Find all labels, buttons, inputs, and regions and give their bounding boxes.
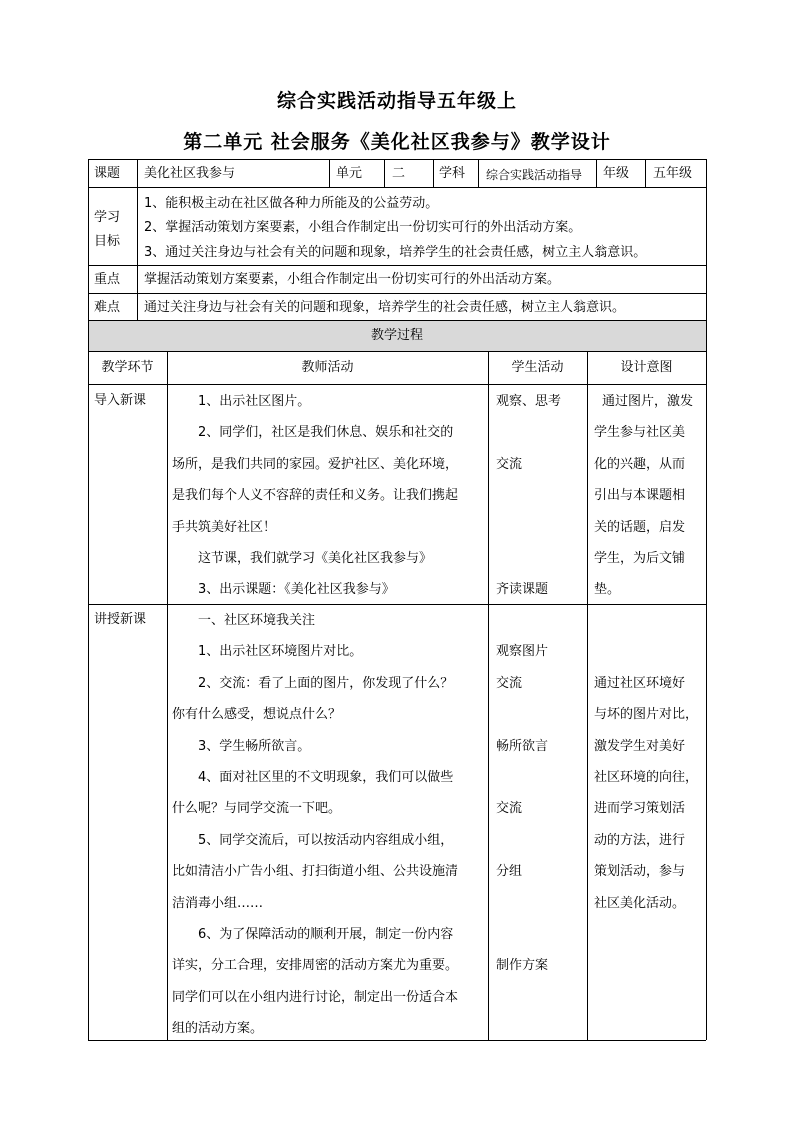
student-line bbox=[496, 982, 548, 1013]
topic-label: 课题 bbox=[94, 166, 121, 181]
table-line bbox=[384, 159, 385, 187]
teach-stage: 讲授新课 bbox=[94, 612, 147, 627]
student-line bbox=[496, 1013, 548, 1044]
intent-line: 学生参与社区美 bbox=[594, 425, 686, 441]
intent-line bbox=[594, 919, 698, 950]
teacher-line: 一、社区环境我关注 bbox=[172, 613, 316, 628]
student-line: 观察图片 bbox=[496, 644, 549, 660]
subject-value: 综合实践活动指导 bbox=[486, 168, 583, 182]
table-line bbox=[478, 159, 479, 187]
teacher-line: 手共筑美好社区！ bbox=[172, 519, 277, 535]
table-line bbox=[137, 187, 138, 320]
objectives-label-line1: 学习 bbox=[94, 210, 121, 225]
intro-teacher-activity bbox=[172, 386, 458, 606]
intent-line bbox=[594, 636, 698, 667]
student-line: 交流 bbox=[496, 801, 523, 817]
subject-label: 学科 bbox=[439, 166, 466, 181]
grade-label: 年级 bbox=[603, 166, 630, 181]
document-subtitle: 第二单元 社会服务《美化社区我参与》教学设计 bbox=[183, 131, 611, 153]
table-line bbox=[88, 187, 706, 188]
key-point-text: 掌握活动策划方案要素，小组合作制定出一份切实可行的外出活动方案。 bbox=[144, 272, 561, 287]
student-line bbox=[496, 543, 561, 574]
teacher-line: 组的活动方案。 bbox=[172, 1021, 264, 1037]
unit-label: 单元 bbox=[336, 166, 363, 181]
grade-value: 五年级 bbox=[653, 166, 693, 181]
objective-item: 3、通过关注身边与社会有关的问题和现象，培养学生的社会责任感，树立主人翁意识。 bbox=[144, 245, 647, 260]
intro-student-activity bbox=[496, 386, 561, 606]
student-line bbox=[496, 605, 548, 636]
table-line bbox=[645, 159, 646, 187]
table-line bbox=[88, 265, 706, 266]
table-line bbox=[88, 351, 706, 352]
teacher-line: 2、交流：看了上面的图片，你发现了什么？ bbox=[172, 675, 454, 691]
teacher-line: 6、为了保障活动的顺利开展，制定一份内容 bbox=[172, 926, 454, 942]
intent-line: 进而学习策划活 bbox=[594, 801, 686, 817]
difficulty-label: 难点 bbox=[94, 300, 121, 315]
intent-line: 关的话题，启发 bbox=[594, 519, 686, 535]
table-line bbox=[488, 351, 489, 1040]
unit-value: 二 bbox=[392, 166, 406, 181]
teacher-line: 场所，是我们共同的家园。爱护社区、美化环境， bbox=[172, 456, 459, 472]
intent-line: 社区美化活动。 bbox=[594, 895, 686, 911]
teacher-line: 这节课，我们就学习《美化社区我参与》 bbox=[172, 550, 433, 566]
teacher-line: 什么呢？与同学交流一下吧。 bbox=[172, 801, 342, 817]
intent-line: 动的方法，进行 bbox=[594, 832, 686, 848]
intent-line bbox=[594, 605, 698, 636]
student-line: 畅所欲言 bbox=[496, 738, 549, 754]
student-line: 交流 bbox=[496, 456, 523, 472]
teacher-line: 4、面对社区里的不文明现象，我们可以做些 bbox=[172, 769, 454, 785]
student-line: 分组 bbox=[496, 864, 523, 880]
key-point-label: 重点 bbox=[94, 272, 121, 287]
teacher-line: 1、出示社区图片。 bbox=[172, 394, 311, 409]
teach-teacher-activity bbox=[172, 605, 458, 1044]
table-line bbox=[596, 159, 597, 187]
intent-line: 与坏的图片对比， bbox=[594, 707, 699, 723]
table-border-right bbox=[706, 159, 707, 1040]
table-line bbox=[88, 384, 706, 385]
table-line bbox=[88, 320, 706, 321]
teacher-line: 详实，分工合理，安排周密的活动方案尤为重要。 bbox=[172, 958, 459, 974]
intent-line bbox=[594, 1013, 698, 1044]
table-border-top bbox=[88, 159, 706, 160]
intent-line: 通过图片，激发 bbox=[602, 394, 694, 409]
table-line bbox=[88, 293, 706, 294]
teacher-line: 洁消毒小组…… bbox=[172, 895, 264, 911]
intent-line: 化的兴趣，从而 bbox=[594, 456, 686, 472]
teacher-line: 3、学生畅所欲言。 bbox=[172, 738, 311, 754]
teach-design-intent bbox=[594, 605, 698, 1044]
teacher-line: 你有什么感受，想说点什么？ bbox=[172, 707, 342, 723]
column-header-intent: 设计意图 bbox=[620, 360, 673, 375]
teacher-line: 比如清洁小广告小组、打扫街道小组、公共设施清 bbox=[172, 864, 459, 880]
table-line bbox=[167, 351, 168, 1040]
intent-line: 学生，为后文铺 bbox=[594, 550, 686, 566]
student-line bbox=[496, 480, 561, 511]
student-line bbox=[496, 888, 548, 919]
teacher-line: 同学们可以在小组内进行讨论，制定出一份适合本 bbox=[172, 989, 459, 1005]
column-header-teacher: 教师活动 bbox=[301, 360, 354, 375]
table-line bbox=[329, 159, 330, 187]
teacher-line: 5、同学交流后，可以按活动内容组成小组， bbox=[172, 832, 454, 848]
intent-line: 社区环境的向往， bbox=[594, 769, 699, 785]
table-line bbox=[433, 159, 434, 187]
column-header-stage: 教学环节 bbox=[101, 360, 154, 375]
teacher-line: 是我们每个人义不容辞的责任和义务。让我们携起 bbox=[172, 488, 459, 504]
intent-line bbox=[594, 950, 698, 981]
intent-line: 通过社区环境好 bbox=[594, 675, 686, 691]
student-line bbox=[496, 512, 561, 543]
objectives-label-line2: 目标 bbox=[94, 234, 121, 249]
teacher-line: 1、出示社区环境图片对比。 bbox=[172, 644, 363, 660]
student-line bbox=[496, 417, 561, 448]
student-line: 交流 bbox=[496, 675, 523, 691]
topic-value: 美化社区我参与 bbox=[144, 166, 236, 181]
objective-item: 1、能积极主动在社区做各种力所能及的公益劳动。 bbox=[144, 196, 439, 211]
process-heading: 教学过程 bbox=[370, 328, 423, 343]
column-header-student: 学生活动 bbox=[511, 360, 564, 375]
student-line bbox=[496, 699, 548, 730]
intent-line: 垫。 bbox=[594, 582, 621, 598]
intent-line: 引出与本课题相 bbox=[594, 488, 686, 504]
intent-line: 激发学生对美好 bbox=[594, 738, 686, 754]
student-line: 观察、思考 bbox=[496, 394, 562, 409]
teach-student-activity bbox=[496, 605, 548, 1044]
objective-item: 2、掌握活动策划方案要素，小组合作制定出一份切实可行的外出活动方案。 bbox=[144, 220, 582, 235]
student-line bbox=[496, 762, 548, 793]
student-line bbox=[496, 919, 548, 950]
table-border-left bbox=[88, 159, 89, 1040]
intro-design-intent bbox=[594, 386, 693, 606]
difficulty-text: 通过关注身边与社会有关的问题和现象，培养学生的社会责任感，树立主人翁意识。 bbox=[144, 300, 626, 315]
teacher-line: 3、出示课题：《美化社区我参与》 bbox=[172, 582, 395, 598]
document-title: 综合实践活动指导五年级上 bbox=[276, 90, 517, 112]
intent-line bbox=[594, 982, 698, 1013]
student-line: 齐读课题 bbox=[496, 582, 549, 598]
student-line: 制作方案 bbox=[496, 958, 549, 974]
intro-stage: 导入新课 bbox=[94, 393, 147, 408]
student-line bbox=[496, 825, 548, 856]
intent-line: 策划活动，参与 bbox=[594, 864, 686, 880]
teacher-line: 2、同学们，社区是我们休息、娱乐和社交的 bbox=[172, 425, 454, 441]
table-line bbox=[587, 351, 588, 1040]
table-line bbox=[137, 159, 138, 187]
